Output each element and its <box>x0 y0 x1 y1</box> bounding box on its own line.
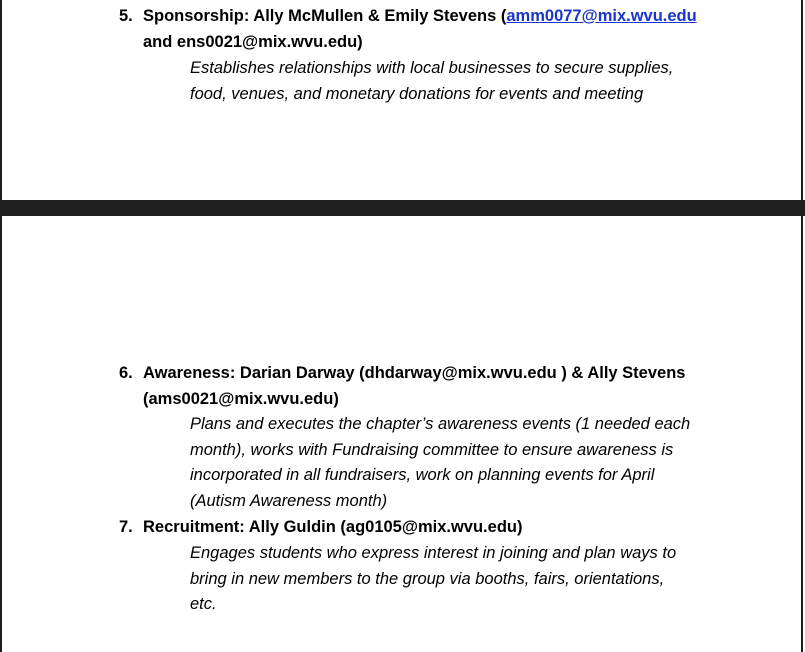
item-number: 6. <box>119 364 133 382</box>
description-line: month), works with Fundraising committee to ensure awareness is <box>190 440 674 459</box>
email-link[interactable]: amm0077@mix.wvu.edu <box>506 7 697 25</box>
list-item-recruitment <box>119 515 719 541</box>
description-line: (Autism Awareness month) <box>190 492 388 511</box>
description-line: Plans and executes the chapter’s awareness events (1 needed each <box>190 415 691 433</box>
description-line: food, venues, and monetary donations for events and meeting <box>190 84 644 103</box>
item-description <box>190 541 710 618</box>
description-line: bring in new members to the group via booths, fairs, orientations, <box>190 569 665 588</box>
item-heading-text: Recruitment: Ally Guldin (ag0105@mix.wvu.edu) <box>143 518 523 536</box>
item-description <box>190 56 710 107</box>
item-description <box>190 412 710 515</box>
item-heading <box>119 515 719 541</box>
item-heading-continued: (ams0021@mix.wvu.edu) <box>143 389 339 408</box>
description-line: etc. <box>190 595 217 614</box>
description-line: Engages students who express interest in joining and plan ways to <box>190 544 677 562</box>
item-number: 7. <box>119 518 133 536</box>
description-line: Establishes relationships with local businesses to secure supplies, <box>190 59 674 77</box>
list-item-awareness <box>119 361 719 412</box>
item-number: 5. <box>119 7 133 25</box>
item-heading <box>119 361 719 387</box>
list-item-sponsorship <box>119 4 719 55</box>
item-heading-text: Awareness: Darian Darway (dhdarway@mix.wvu.edu ) & Ally Stevens <box>143 364 686 382</box>
item-heading <box>119 4 719 30</box>
page-gap <box>0 200 805 216</box>
item-heading-continued: and ens0021@mix.wvu.edu) <box>143 32 363 51</box>
item-heading-text: Sponsorship: Ally McMullen & Emily Stevens ( <box>143 7 507 25</box>
description-line: incorporated in all fundraisers, work on planning events for April <box>190 466 655 485</box>
